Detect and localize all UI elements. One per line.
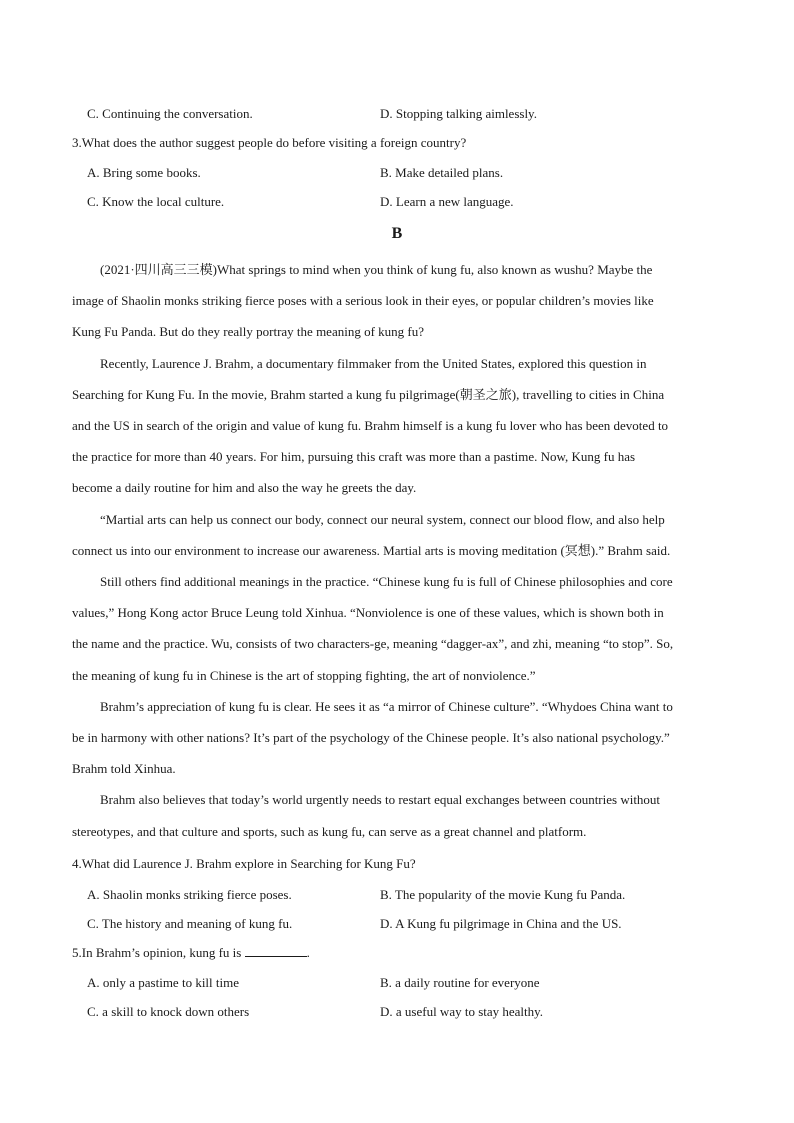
passage-line: and the US in search of the origin and value of kung fu. Brahm himself is a kung fu lover who has been devoted to <box>72 418 669 433</box>
passage-line: stereotypes, and that culture and sports, such as kung fu, can serve as a great channel and platform. <box>72 824 587 839</box>
q5-stem <box>72 945 310 961</box>
q4-option-c: C. The history and meaning of kung fu. <box>87 916 293 931</box>
passage-line: Recently, Laurence J. Brahm, a documentary filmmaker from the United States, explored this question in <box>100 356 647 371</box>
passage-line: values,” Hong Kong actor Bruce Leung told Xinhua. “Nonviolence is one of these values, which is shown both in <box>72 605 664 620</box>
passage-line: Brahm told Xinhua. <box>72 761 176 776</box>
q4-option-b: B. The popularity of the movie Kung fu Panda. <box>380 887 626 902</box>
passage-line: (2021·四川高三三模)What springs to mind when you think of kung fu, also known as wushu? Maybe the <box>100 262 653 277</box>
passage-line: Brahm also believes that today’s world urgently needs to restart equal exchanges between countries without <box>100 792 661 807</box>
answer-blank <box>245 945 307 957</box>
passage-line: the practice for more than 40 years. For him, pursuing this craft was more than a pastime. Now, Kung fu has <box>72 449 636 464</box>
passage-line: the name and the practice. Wu, consists of two characters-ge, meaning “dagger-ax”, and zhi, meaning “to stop”. So, <box>72 636 674 651</box>
q4-option-d: D. A Kung fu pilgrimage in China and the US. <box>380 916 622 931</box>
passage-line: Brahm’s appreciation of kung fu is clear. He sees it as “a mirror of Chinese culture”. “Whydoes China want to <box>100 699 673 714</box>
passage-line: the meaning of kung fu in Chinese is the art of stopping fighting, the art of nonviolence.” <box>72 668 536 683</box>
q3-stem: 3.What does the author suggest people do before visiting a foreign country? <box>72 135 467 150</box>
section-title: B <box>391 225 403 242</box>
q5-option-b: B. a daily routine for everyone <box>380 975 540 990</box>
passage-line: connect us into our environment to increase our awareness. Martial arts is moving meditation (冥想).” Brahm said. <box>72 543 671 558</box>
q5-stem-text: 5.In Brahm’s opinion, kung fu is <box>72 945 245 960</box>
passage-line: become a daily routine for him and also the way he greets the day. <box>72 480 417 495</box>
q5-option-d: D. a useful way to stay healthy. <box>380 1004 544 1019</box>
q4-stem: 4.What did Laurence J. Brahm explore in Searching for Kung Fu? <box>72 856 416 871</box>
passage-line: Searching for Kung Fu. In the movie, Brahm started a kung fu pilgrimage(朝圣之旅), travelling to cities in China <box>72 387 665 402</box>
q3-option-d: D. Learn a new language. <box>380 194 514 209</box>
q3-option-c: C. Know the local culture. <box>87 194 225 209</box>
q5-option-a: A. only a pastime to kill time <box>87 975 240 990</box>
q5-stem-end: . <box>306 945 310 960</box>
q2-option-c: C. Continuing the conversation. <box>87 106 253 121</box>
q3-option-a: A. Bring some books. <box>87 165 201 180</box>
passage-line: image of Shaolin monks striking fierce poses with a serious look in their eyes, or popular children’s movies like <box>72 293 654 308</box>
q5-option-c: C. a skill to knock down others <box>87 1004 250 1019</box>
q2-option-d: D. Stopping talking aimlessly. <box>380 106 537 121</box>
passage-line: “Martial arts can help us connect our body, connect our neural system, connect our blood flow, and also help <box>100 512 665 527</box>
q3-option-b: B. Make detailed plans. <box>380 165 504 180</box>
passage-line: be in harmony with other nations? It’s part of the psychology of the Chinese people. It’s also national psychology.” <box>72 730 670 745</box>
passage-line: Kung Fu Panda. But do they really portray the meaning of kung fu? <box>72 324 425 339</box>
passage-line: Still others find additional meanings in the practice. “Chinese kung fu is full of Chinese philosophies and core <box>100 574 673 589</box>
q4-option-a: A. Shaolin monks striking fierce poses. <box>87 887 292 902</box>
